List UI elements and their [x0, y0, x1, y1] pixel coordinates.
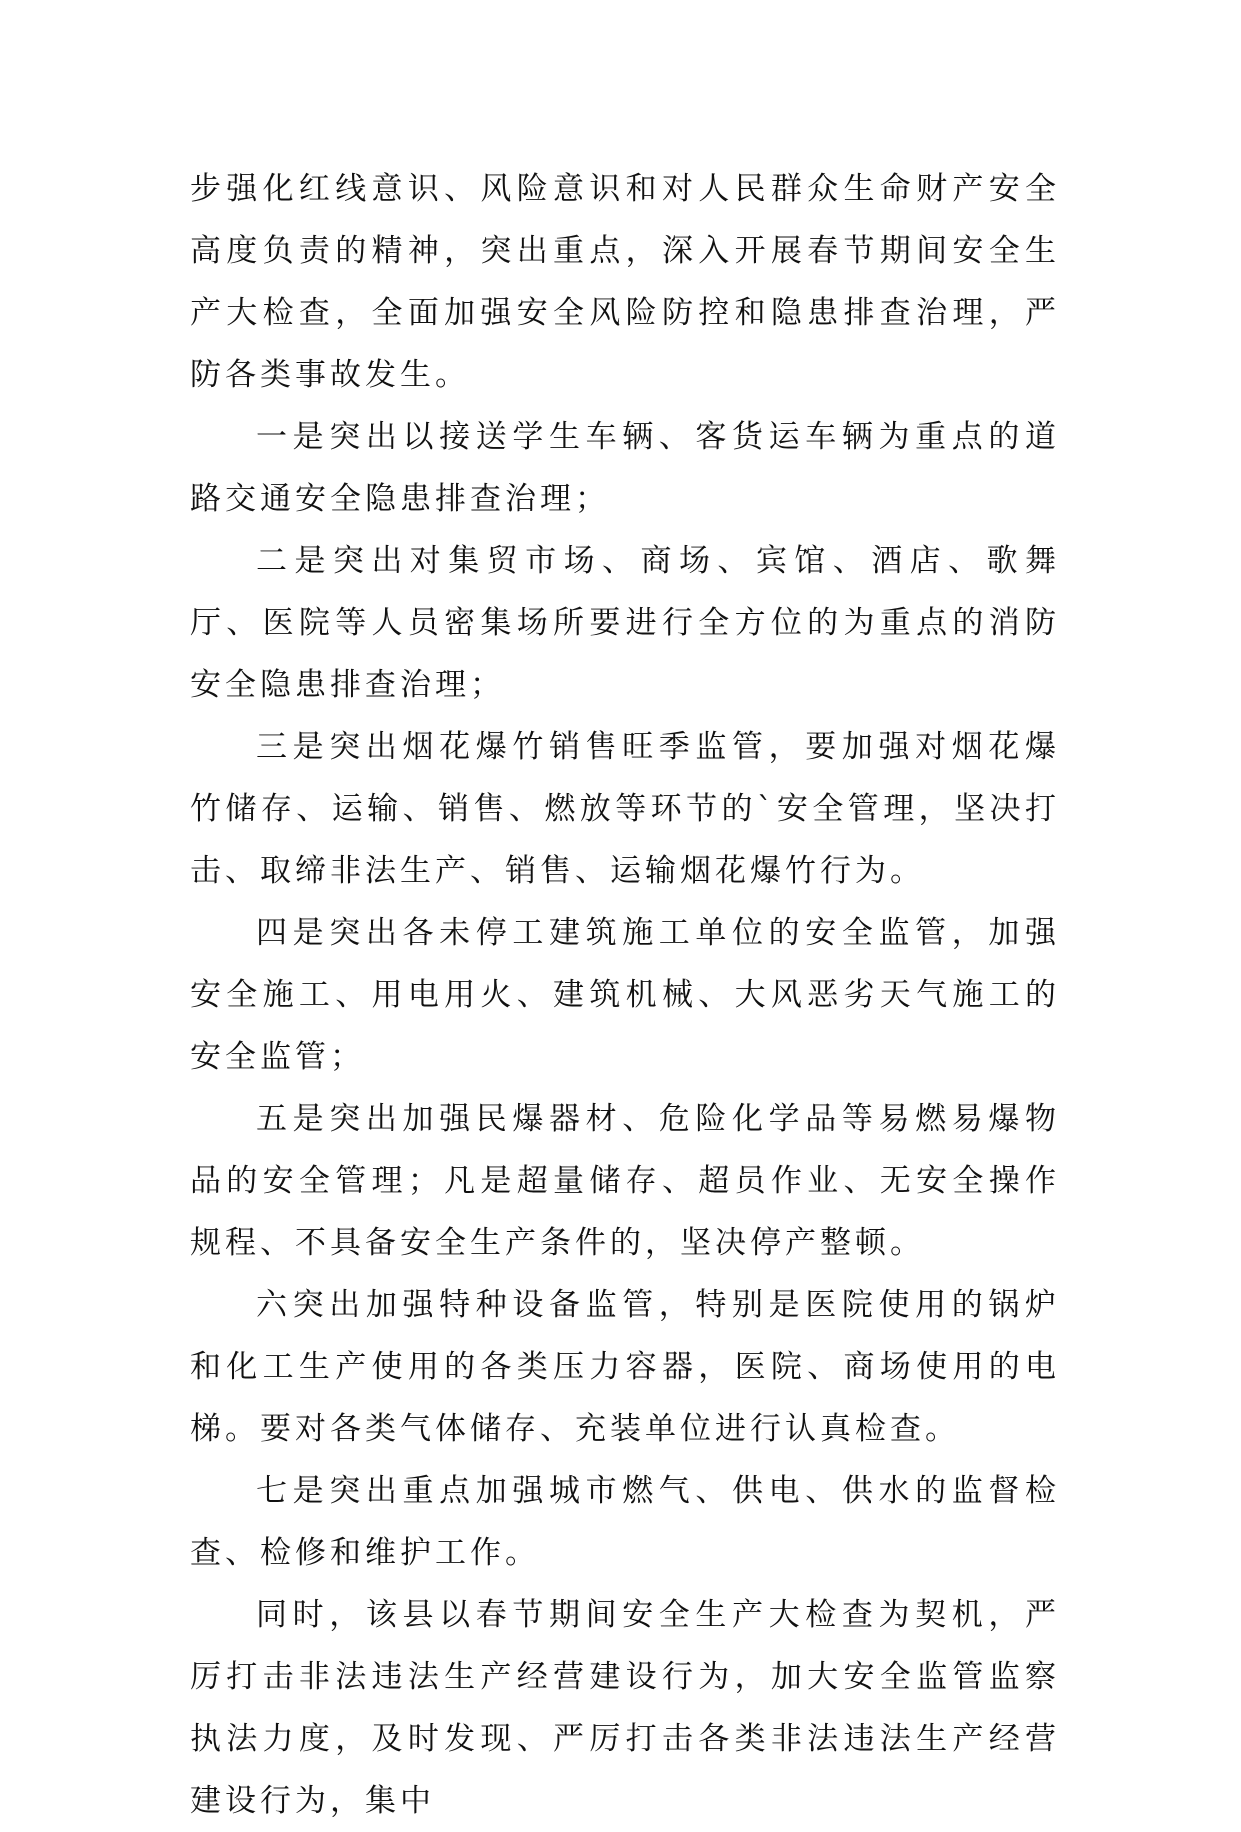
paragraph-item-7-utilities: 七是突出重点加强城市燃气、供电、供水的监督检查、检修和维护工作。	[190, 1473, 1060, 1571]
paragraph-item-4-construction: 四是突出各未停工建筑施工单位的安全监管，加强安全施工、用电用火、建筑机械、大风恶劣天气施工的安全监管；	[190, 915, 1060, 1075]
paragraph-intro: 步强化红线意识、风险意识和对人民群众生命财产安全高度负责的精神，突出重点，深入开展春节期间安全生产大检查，全面加强安全风险防控和隐患排查治理，严防各类事故发生。	[190, 171, 1060, 393]
paragraph-item-5-explosives: 五是突出加强民爆器材、危险化学品等易燃易爆物品的安全管理；凡是超量储存、超员作业、无安全操作规程、不具备安全生产条件的，坚决停产整顿。	[190, 1101, 1060, 1261]
paragraph-item-1-road-traffic: 一是突出以接送学生车辆、客货运车辆为重点的道路交通安全隐患排查治理；	[190, 419, 1060, 517]
paragraph-item-6-special-equipment: 六突出加强特种设备监管，特别是医院使用的锅炉和化工生产使用的各类压力容器，医院、商场使用的电梯。要对各类气体储存、充装单位进行认真检查。	[190, 1287, 1060, 1447]
paragraph-item-2-fire-safety: 二是突出对集贸市场、商场、宾馆、酒店、歌舞厅、医院等人员密集场所要进行全方位的为重点的消防安全隐患排查治理；	[190, 543, 1060, 703]
document-body	[190, 158, 1060, 1832]
paragraph-item-3-fireworks: 三是突出烟花爆竹销售旺季监管，要加强对烟花爆竹储存、运输、销售、燃放等环节的`安全管理，坚决打击、取缔非法生产、销售、运输烟花爆竹行为。	[190, 729, 1060, 889]
paragraph-conclusion: 同时，该县以春节期间安全生产大检查为契机，严厉打击非法违法生产经营建设行为，加大安全监管监察执法力度，及时发现、严厉打击各类非法违法生产经营建设行为，集中	[190, 1597, 1060, 1819]
